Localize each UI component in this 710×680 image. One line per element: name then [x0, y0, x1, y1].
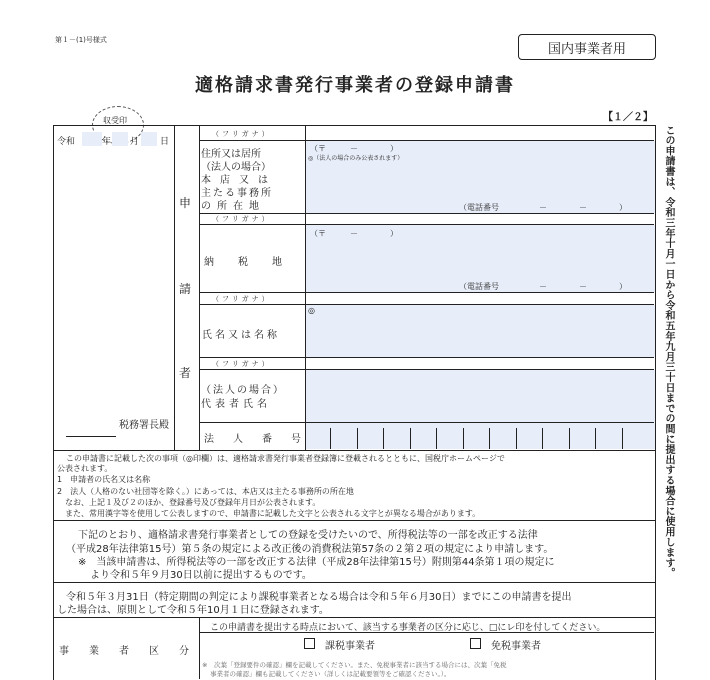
address-label-line-2: （法人の場合）	[201, 162, 271, 173]
publication-notice-line-5: なお、上記１及び２のほか、登録番号及び登録年月日が公表されます。	[57, 498, 321, 507]
publication-notice-line-4: 2 法人（人格のない社団等を除く。）にあっては、本店又は主たる事務所の所在地	[57, 487, 354, 496]
date-era: 令和	[57, 137, 76, 147]
name-publication-mark: ◎	[308, 306, 315, 315]
name-label: 氏名又は名称	[202, 330, 280, 341]
applicant-char-2: 請	[179, 282, 192, 296]
applicant-char-1: 申	[179, 196, 192, 210]
address-label-line-5: の所在地	[201, 201, 265, 212]
business-type-note-line-1: ※ 次葉「登録要件の確認」欄を記載してください。また、免税事業者に該当する場合には、次葉「免税	[202, 661, 507, 669]
application-statement-line-2: （平成28年法律第15号）第５条の規定による改正後の消費税法第57条の２第２項の規定により申請します。	[66, 544, 554, 555]
application-statement-line-4: より令和５年９月30日以前に提出するものです。	[90, 570, 312, 581]
furigana-label-address: （フリガナ）	[212, 130, 272, 138]
address-publication-note: ◎（法人の場合のみ公表されます）	[308, 155, 404, 162]
furigana-label-representative: （フリガナ）	[212, 360, 272, 368]
date-year: 年	[102, 137, 112, 147]
deadline-notice-line-1: 令和５年３月31日（特定期間の判定により課税事業者となる場合は令和５年６月30日）までにこの申請書を提出	[66, 592, 572, 603]
representative-label-line-1: （法人の場合）	[201, 385, 285, 396]
form-code: 第１－(1)号様式	[55, 36, 107, 44]
date-month: 月	[130, 137, 140, 147]
page-title: 適格請求書発行事業者の登録申請書	[195, 75, 515, 96]
corp-number-label: 法人番号	[204, 434, 320, 445]
side-note: この申請書は、令和三年十月一日から令和五年九月三十日までの間に提出する場合に使用します。	[663, 125, 674, 579]
publication-notice-line-6: また、常用漢字等を使用して公表しますので、申請書に記載した文字と公表される文字とが異なる場合があります。	[57, 509, 481, 518]
applicant-char-3: 者	[179, 366, 192, 380]
exempt-option-label: 免税事業者	[491, 641, 541, 652]
application-statement-line-1: 下記のとおり、適格請求書発行事業者としての登録を受けたいので、所得税法等の一部を改正する法律	[78, 530, 538, 541]
taxable-checkbox[interactable]	[304, 638, 315, 649]
date-day: 日	[160, 137, 170, 147]
address-label-line-1: 住所又は居所	[201, 149, 261, 160]
tax-office-name-field[interactable]	[66, 426, 116, 437]
tax-place-label: 納税地	[204, 257, 306, 268]
address-label-line-3: 本店又は	[201, 175, 277, 186]
application-statement-line-3: ※ 当該申請書は、所得税法等の一部を改正する法律（平成28年法律第15号）附則第44条第１項の規定に	[78, 557, 555, 568]
page-indicator: 【１／２】	[603, 112, 653, 123]
business-type-instruction: この申請書を提出する時点において、該当する事業者の区分に応じ、□にレ印を付してください。	[210, 623, 606, 633]
tax-place-phone: （電話番号 － － ）	[459, 282, 627, 291]
address-phone: （電話番号 － － ）	[459, 203, 627, 212]
tax-place-postal: （〒 － ）	[310, 229, 398, 238]
exempt-checkbox[interactable]	[470, 638, 481, 649]
publication-notice-line-3: 1 申請者の氏名又は名称	[57, 475, 151, 484]
receipt-stamp-label: 収受印	[103, 116, 127, 125]
business-type-label: 事業者区分	[59, 646, 209, 657]
business-type-note-line-2: 事業者の確認」欄も記載してください（詳しくは記載要領等をご確認ください。）。	[210, 670, 451, 678]
furigana-label-tax-place: （フリガナ）	[212, 215, 272, 223]
address-label-line-4: 主たる事務所	[201, 188, 273, 199]
deadline-notice-line-2: した場合は、原則として令和５年10月１日に登録されます。	[57, 605, 329, 616]
publication-notice-line-1: この申請書に記載した次の事項（◎印欄）は、適格請求書発行事業者登録簿に登載されるとともに、国税庁ホームページで	[66, 454, 505, 463]
tax-office-suffix: 税務署長殿	[119, 420, 169, 431]
address-postal: （〒 － ）	[310, 144, 398, 153]
taxable-option-label: 課税事業者	[325, 641, 375, 652]
furigana-label-name: （フリガナ）	[212, 295, 272, 303]
category-box: 国内事業者用	[518, 34, 656, 60]
representative-label-line-2: 代表者氏名	[201, 399, 271, 410]
publication-notice-line-2: 公表されます。	[57, 464, 113, 473]
